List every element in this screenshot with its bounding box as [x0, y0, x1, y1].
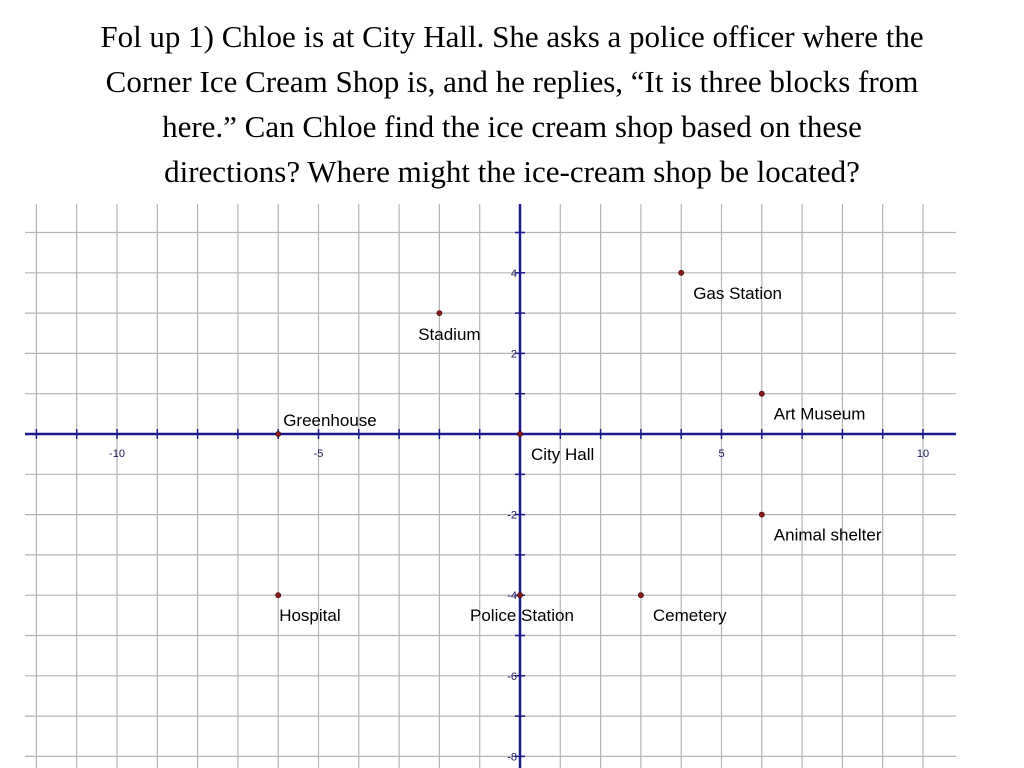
point-cemetery [638, 593, 643, 598]
point-label-gas-station: Gas Station [693, 283, 783, 303]
map-points [276, 267, 882, 626]
axes [25, 204, 956, 768]
point-label-police-station: Police Station [470, 606, 574, 626]
point-label-city-hall: City Hall [531, 445, 595, 464]
y-tick-label: -8 [507, 751, 517, 764]
x-tick-label: 5 [718, 448, 725, 460]
point-label-cemetery: Cemetery [652, 606, 727, 626]
x-tick-label: 10 [916, 448, 930, 460]
grid-lines [25, 204, 956, 768]
point-greenhouse [276, 431, 281, 436]
y-tick-label: 4 [510, 267, 517, 280]
point-animal-shelter [759, 512, 764, 517]
y-tick-label: 2 [510, 348, 517, 361]
question-line-1: Fol up 1) Chloe is at City Hall. She asks a police officer where the [100, 19, 924, 54]
question-line-2: Corner Ice Cream Shop is, and he replies, “It is three blocks from [105, 64, 919, 99]
question-line-4: directions? Where might the ice-cream shop be located? [164, 154, 860, 189]
point-gas-station [679, 270, 684, 275]
point-city-hall [517, 431, 522, 436]
y-tick-label: -2 [507, 509, 517, 522]
y-tick-label: -6 [507, 670, 517, 683]
point-label-stadium: Stadium [418, 325, 481, 345]
point-hospital [276, 593, 281, 598]
point-art-museum [759, 391, 764, 396]
point-label-greenhouse: Greenhouse [283, 411, 377, 430]
point-stadium [437, 311, 442, 316]
axis-ticks [36, 233, 929, 764]
point-label-hospital: Hospital [279, 606, 341, 626]
x-tick-label: -10 [109, 448, 125, 460]
point-label-animal-shelter: Animal shelter [773, 525, 882, 545]
question-line-3: here.” Can Chloe find the ice cream shop based on these [162, 109, 862, 144]
y-tick-label: -4 [507, 590, 517, 603]
x-tick-label: -5 [313, 448, 324, 460]
point-label-art-museum: Art Museum [773, 404, 866, 424]
point-police-station [517, 593, 522, 598]
